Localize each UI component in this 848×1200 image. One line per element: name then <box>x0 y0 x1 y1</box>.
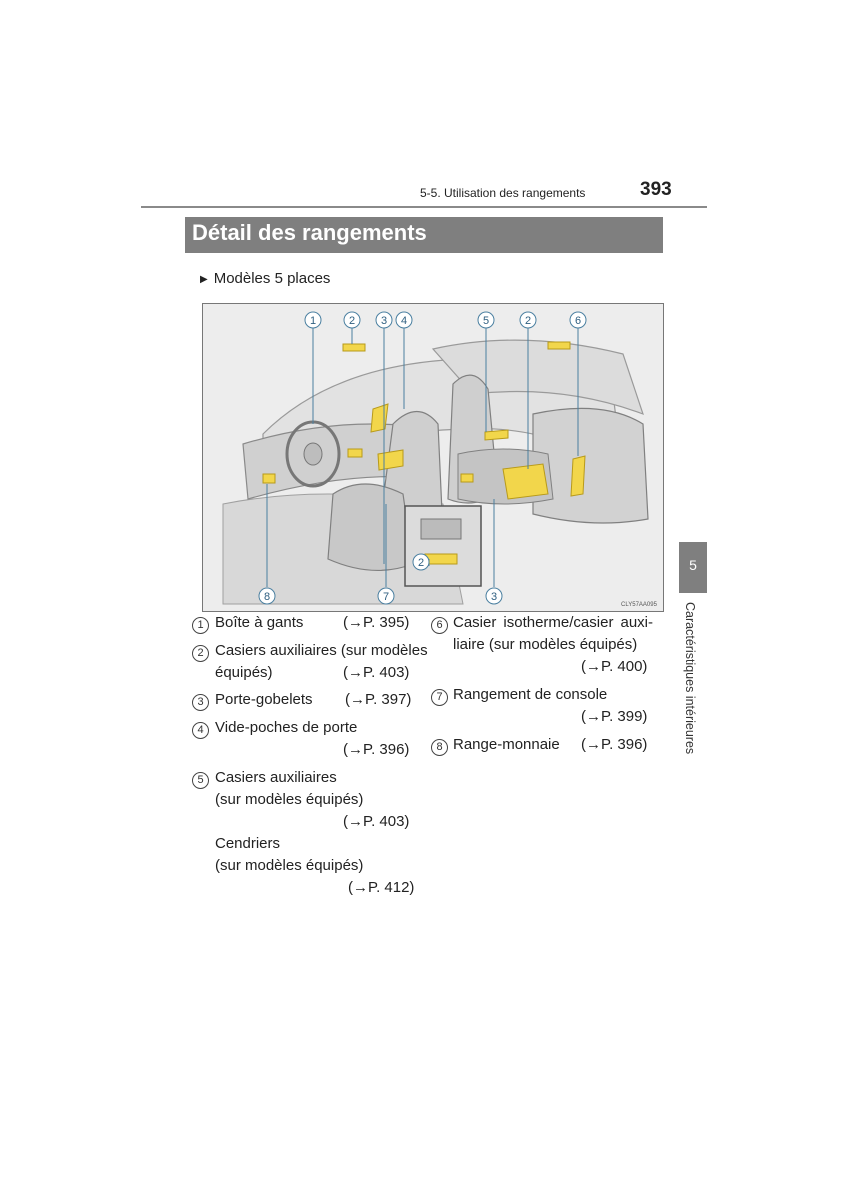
item-label-8: Range-monnaie <box>453 736 560 753</box>
item-number-3: 3 <box>192 694 209 711</box>
item-number-8: 8 <box>431 739 448 756</box>
callout-8: 8 <box>263 591 271 603</box>
item-number-6: 6 <box>431 617 448 634</box>
item-number-4: 4 <box>192 722 209 739</box>
callout-5: 5 <box>482 315 490 327</box>
interior-illustration <box>202 303 664 612</box>
item-ref-1: (→P. 395) <box>343 614 410 631</box>
item-number-1: 1 <box>192 617 209 634</box>
item-ref-3: (→P. 397) <box>345 691 412 708</box>
item-number-5: 5 <box>192 772 209 789</box>
item-label-5: Casiers auxiliaires <box>215 769 337 786</box>
item-number-2: 2 <box>192 645 209 662</box>
callout-inset-2: 2 <box>417 557 425 569</box>
item-label-7: Rangement de console <box>453 686 608 703</box>
item-label-6: Casier isotherme/casier auxi- <box>453 614 653 631</box>
running-header: 5-5. Utilisation des rangements <box>420 186 586 200</box>
subtitle-text: Modèles 5 places <box>213 270 331 287</box>
item-label-5-extra-cont: (sur modèles équipés) <box>215 857 364 874</box>
section-title: Détail des rangements <box>192 220 427 245</box>
item-label-2-cont: équipés) <box>215 664 273 681</box>
callout-2: 2 <box>348 315 356 327</box>
item-ref-2: (→P. 403) <box>343 664 410 681</box>
bullet-triangle-icon: ▶ <box>200 274 208 285</box>
item-label-2: Casiers auxiliaires (sur modèles <box>215 642 428 659</box>
page-number: 393 <box>640 179 672 200</box>
callout-4: 4 <box>400 315 408 327</box>
callout-6: 6 <box>574 315 582 327</box>
item-label-5-cont: (sur modèles équipés) <box>215 791 364 808</box>
callout-1: 1 <box>309 315 317 327</box>
callout-7: 7 <box>382 591 390 603</box>
item-number-7: 7 <box>431 689 448 706</box>
callout-2b: 2 <box>524 315 532 327</box>
callout-3b: 3 <box>490 591 498 603</box>
interior-drawing <box>203 304 663 611</box>
item-ref-8: (→P. 396) <box>581 736 648 753</box>
header-rule <box>141 206 707 208</box>
section-title-bar <box>185 217 663 253</box>
subtitle <box>200 270 330 287</box>
chapter-side-label: Caractéristiques intérieures <box>683 602 697 755</box>
item-ref-5-extra: (→P. 412) <box>348 879 415 896</box>
chapter-tab: 5 <box>679 542 707 593</box>
item-label-3: Porte-gobelets <box>215 691 313 708</box>
item-label-6-cont: liaire (sur modèles équipés) <box>453 636 638 653</box>
item-label-4: Vide-poches de porte <box>215 719 358 736</box>
item-label-5-extra: Cendriers <box>215 835 281 852</box>
item-ref-4: (→P. 396) <box>343 741 410 758</box>
item-ref-7: (→P. 399) <box>581 708 648 725</box>
item-ref-5: (→P. 403) <box>343 813 410 830</box>
item-label-1: Boîte à gants <box>215 614 304 631</box>
figure-code: CLY57AA095 <box>621 602 657 608</box>
callout-3: 3 <box>380 315 388 327</box>
item-ref-6: (→P. 400) <box>581 658 648 675</box>
